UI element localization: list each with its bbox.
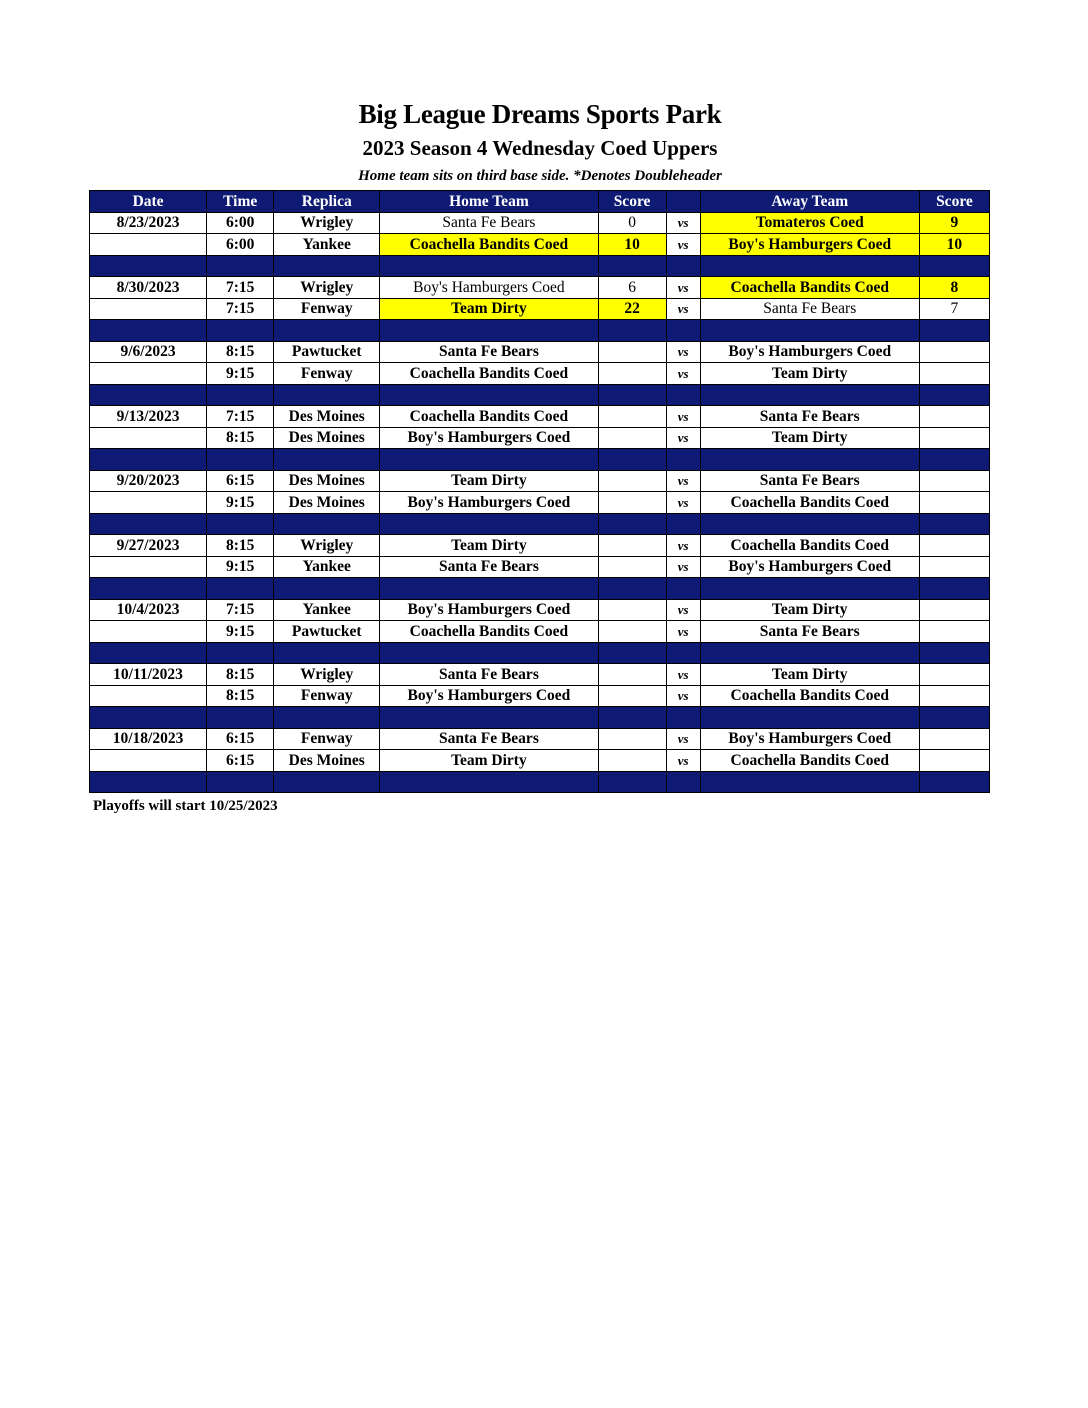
- replica-cell: Yankee: [274, 556, 380, 578]
- separator-cell: [598, 384, 666, 406]
- away-team-cell: Boy's Hamburgers Coed: [700, 234, 919, 256]
- vs-cell: vs: [666, 470, 700, 492]
- game-row: [90, 728, 990, 750]
- replica-cell: Fenway: [274, 363, 380, 385]
- vs-cell: vs: [666, 492, 700, 514]
- separator-cell: [207, 578, 274, 600]
- away-score-cell: [919, 470, 989, 492]
- header-home-score: Score: [598, 191, 666, 213]
- vs-cell: vs: [666, 685, 700, 707]
- date-cell: 10/11/2023: [90, 664, 207, 686]
- separator-cell: [90, 707, 207, 729]
- separator-cell: [666, 449, 700, 471]
- home-score-cell: [598, 621, 666, 643]
- replica-cell: Wrigley: [274, 212, 380, 234]
- time-cell: 6:15: [207, 750, 274, 772]
- separator-cell: [274, 384, 380, 406]
- away-team-cell: Team Dirty: [700, 599, 919, 621]
- home-score-cell: 22: [598, 298, 666, 320]
- page-title: Big League Dreams Sports Park: [358, 99, 722, 129]
- separator-cell: [700, 513, 919, 535]
- separator-cell: [274, 642, 380, 664]
- separator-cell: [207, 449, 274, 471]
- separator-cell: [207, 707, 274, 729]
- game-row: [90, 212, 990, 234]
- date-cell: 10/18/2023: [90, 728, 207, 750]
- separator-cell: [380, 384, 598, 406]
- away-team-cell: Team Dirty: [700, 427, 919, 449]
- time-cell: 8:15: [207, 535, 274, 557]
- game-row: [90, 234, 990, 256]
- away-score-cell: [919, 599, 989, 621]
- separator-cell: [700, 707, 919, 729]
- away-team-cell: Team Dirty: [700, 664, 919, 686]
- game-row: [90, 664, 990, 686]
- away-team-cell: Team Dirty: [700, 363, 919, 385]
- away-team-cell: Coachella Bandits Coed: [700, 535, 919, 557]
- game-row: [90, 685, 990, 707]
- away-score-cell: [919, 728, 989, 750]
- away-team-cell: Santa Fe Bears: [700, 298, 919, 320]
- away-team-cell: Boy's Hamburgers Coed: [700, 728, 919, 750]
- separator-cell: [274, 771, 380, 793]
- separator-cell: [700, 320, 919, 342]
- home-team-cell: Santa Fe Bears: [380, 556, 598, 578]
- home-team-cell: Boy's Hamburgers Coed: [380, 492, 598, 514]
- home-score-cell: [598, 363, 666, 385]
- separator-cell: [274, 707, 380, 729]
- game-row: [90, 556, 990, 578]
- vs-cell: vs: [666, 621, 700, 643]
- replica-cell: Pawtucket: [274, 621, 380, 643]
- separator-cell: [274, 513, 380, 535]
- home-team-cell: Coachella Bandits Coed: [380, 621, 598, 643]
- separator-row: [90, 642, 990, 664]
- page-subtitle: 2023 Season 4 Wednesday Coed Uppers: [362, 136, 718, 160]
- vs-cell: vs: [666, 728, 700, 750]
- separator-cell: [380, 255, 598, 277]
- vs-cell: vs: [666, 234, 700, 256]
- home-team-cell: Boy's Hamburgers Coed: [380, 599, 598, 621]
- game-row: [90, 406, 990, 428]
- schedule-body: [90, 212, 990, 793]
- home-team-cell: Santa Fe Bears: [380, 664, 598, 686]
- date-cell: [90, 685, 207, 707]
- replica-cell: Des Moines: [274, 406, 380, 428]
- time-cell: 6:15: [207, 728, 274, 750]
- date-cell: 9/13/2023: [90, 406, 207, 428]
- away-team-cell: Coachella Bandits Coed: [700, 492, 919, 514]
- home-score-cell: 10: [598, 234, 666, 256]
- home-team-cell: Coachella Bandits Coed: [380, 406, 598, 428]
- separator-cell: [666, 578, 700, 600]
- time-cell: 9:15: [207, 621, 274, 643]
- away-team-cell: Coachella Bandits Coed: [700, 685, 919, 707]
- home-score-cell: [598, 556, 666, 578]
- away-score-cell: 7: [919, 298, 989, 320]
- away-score-cell: 8: [919, 277, 989, 299]
- replica-cell: Fenway: [274, 298, 380, 320]
- time-cell: 8:15: [207, 685, 274, 707]
- separator-cell: [598, 642, 666, 664]
- time-cell: 8:15: [207, 664, 274, 686]
- home-team-cell: Coachella Bandits Coed: [380, 234, 598, 256]
- game-row: [90, 363, 990, 385]
- time-cell: 7:15: [207, 599, 274, 621]
- time-cell: 9:15: [207, 492, 274, 514]
- separator-cell: [380, 578, 598, 600]
- date-cell: 8/23/2023: [90, 212, 207, 234]
- game-row: [90, 427, 990, 449]
- separator-cell: [90, 384, 207, 406]
- home-team-cell: Santa Fe Bears: [380, 212, 598, 234]
- game-row: [90, 621, 990, 643]
- away-score-cell: [919, 492, 989, 514]
- away-score-cell: [919, 406, 989, 428]
- separator-cell: [90, 513, 207, 535]
- date-cell: [90, 298, 207, 320]
- separator-cell: [919, 642, 989, 664]
- time-cell: 6:00: [207, 234, 274, 256]
- header-away-team: Away Team: [700, 191, 919, 213]
- time-cell: 8:15: [207, 341, 274, 363]
- date-cell: [90, 750, 207, 772]
- header-date: Date: [90, 191, 207, 213]
- separator-cell: [90, 771, 207, 793]
- away-score-cell: [919, 556, 989, 578]
- home-team-cell: Santa Fe Bears: [380, 341, 598, 363]
- separator-cell: [666, 320, 700, 342]
- separator-cell: [274, 320, 380, 342]
- home-team-cell: Boy's Hamburgers Coed: [380, 685, 598, 707]
- home-score-cell: [598, 728, 666, 750]
- vs-cell: vs: [666, 664, 700, 686]
- separator-cell: [666, 642, 700, 664]
- separator-row: [90, 578, 990, 600]
- separator-cell: [380, 707, 598, 729]
- home-score-cell: [598, 492, 666, 514]
- vs-cell: vs: [666, 277, 700, 299]
- date-cell: [90, 556, 207, 578]
- separator-cell: [380, 320, 598, 342]
- separator-cell: [90, 255, 207, 277]
- separator-cell: [598, 771, 666, 793]
- home-score-cell: [598, 341, 666, 363]
- separator-cell: [700, 384, 919, 406]
- replica-cell: Des Moines: [274, 750, 380, 772]
- date-cell: [90, 363, 207, 385]
- away-score-cell: 10: [919, 234, 989, 256]
- away-score-cell: [919, 535, 989, 557]
- replica-cell: Wrigley: [274, 277, 380, 299]
- replica-cell: Pawtucket: [274, 341, 380, 363]
- date-cell: 8/30/2023: [90, 277, 207, 299]
- game-row: [90, 750, 990, 772]
- separator-cell: [598, 255, 666, 277]
- schedule-note: Home team sits on third base side. *Denotes Doubleheader: [358, 168, 722, 184]
- vs-cell: vs: [666, 599, 700, 621]
- away-score-cell: [919, 664, 989, 686]
- separator-cell: [598, 707, 666, 729]
- separator-cell: [380, 449, 598, 471]
- game-row: [90, 298, 990, 320]
- home-score-cell: 0: [598, 212, 666, 234]
- away-team-cell: Tomateros Coed: [700, 212, 919, 234]
- home-team-cell: Team Dirty: [380, 298, 598, 320]
- separator-cell: [700, 255, 919, 277]
- separator-cell: [919, 255, 989, 277]
- vs-cell: vs: [666, 406, 700, 428]
- separator-cell: [207, 513, 274, 535]
- date-cell: [90, 621, 207, 643]
- separator-cell: [666, 771, 700, 793]
- home-team-cell: Boy's Hamburgers Coed: [380, 427, 598, 449]
- away-team-cell: Boy's Hamburgers Coed: [700, 341, 919, 363]
- separator-cell: [919, 707, 989, 729]
- separator-row: [90, 513, 990, 535]
- home-team-cell: Team Dirty: [380, 750, 598, 772]
- date-cell: 9/27/2023: [90, 535, 207, 557]
- header-away-score: Score: [919, 191, 989, 213]
- separator-cell: [919, 513, 989, 535]
- header-row: [90, 191, 990, 213]
- away-team-cell: Coachella Bandits Coed: [700, 750, 919, 772]
- away-team-cell: Santa Fe Bears: [700, 470, 919, 492]
- away-score-cell: [919, 685, 989, 707]
- vs-cell: vs: [666, 212, 700, 234]
- separator-cell: [666, 707, 700, 729]
- away-team-cell: Boy's Hamburgers Coed: [700, 556, 919, 578]
- separator-row: [90, 255, 990, 277]
- replica-cell: Des Moines: [274, 427, 380, 449]
- home-team-cell: Team Dirty: [380, 470, 598, 492]
- replica-cell: Des Moines: [274, 470, 380, 492]
- time-cell: 7:15: [207, 277, 274, 299]
- separator-cell: [700, 449, 919, 471]
- away-team-cell: Coachella Bandits Coed: [700, 277, 919, 299]
- vs-cell: vs: [666, 750, 700, 772]
- game-row: [90, 492, 990, 514]
- vs-cell: vs: [666, 535, 700, 557]
- separator-cell: [919, 771, 989, 793]
- game-row: [90, 341, 990, 363]
- separator-cell: [90, 449, 207, 471]
- replica-cell: Des Moines: [274, 492, 380, 514]
- replica-cell: Yankee: [274, 234, 380, 256]
- separator-cell: [598, 320, 666, 342]
- replica-cell: Yankee: [274, 599, 380, 621]
- time-cell: 7:15: [207, 406, 274, 428]
- separator-cell: [90, 578, 207, 600]
- away-score-cell: [919, 427, 989, 449]
- separator-cell: [598, 578, 666, 600]
- separator-cell: [274, 578, 380, 600]
- separator-cell: [274, 255, 380, 277]
- separator-cell: [666, 384, 700, 406]
- separator-row: [90, 449, 990, 471]
- separator-cell: [274, 449, 380, 471]
- schedule-table: [89, 190, 990, 793]
- game-row: [90, 599, 990, 621]
- away-score-cell: [919, 750, 989, 772]
- vs-cell: vs: [666, 363, 700, 385]
- time-cell: 8:15: [207, 427, 274, 449]
- home-score-cell: [598, 427, 666, 449]
- header-replica: Replica: [274, 191, 380, 213]
- home-score-cell: [598, 406, 666, 428]
- separator-cell: [90, 320, 207, 342]
- game-row: [90, 470, 990, 492]
- header-time: Time: [207, 191, 274, 213]
- replica-cell: Fenway: [274, 728, 380, 750]
- separator-cell: [207, 642, 274, 664]
- home-score-cell: [598, 470, 666, 492]
- separator-cell: [919, 384, 989, 406]
- time-cell: 6:15: [207, 470, 274, 492]
- home-score-cell: [598, 599, 666, 621]
- vs-cell: vs: [666, 556, 700, 578]
- away-score-cell: 9: [919, 212, 989, 234]
- separator-row: [90, 707, 990, 729]
- separator-cell: [666, 255, 700, 277]
- vs-cell: vs: [666, 427, 700, 449]
- separator-row: [90, 320, 990, 342]
- home-team-cell: Boy's Hamburgers Coed: [380, 277, 598, 299]
- date-cell: 9/20/2023: [90, 470, 207, 492]
- home-team-cell: Santa Fe Bears: [380, 728, 598, 750]
- away-team-cell: Santa Fe Bears: [700, 621, 919, 643]
- separator-cell: [919, 449, 989, 471]
- separator-cell: [700, 771, 919, 793]
- home-score-cell: 6: [598, 277, 666, 299]
- away-team-cell: Santa Fe Bears: [700, 406, 919, 428]
- home-score-cell: [598, 664, 666, 686]
- game-row: [90, 277, 990, 299]
- separator-cell: [380, 642, 598, 664]
- separator-cell: [700, 642, 919, 664]
- home-team-cell: Coachella Bandits Coed: [380, 363, 598, 385]
- game-row: [90, 535, 990, 557]
- separator-row: [90, 384, 990, 406]
- home-score-cell: [598, 750, 666, 772]
- separator-cell: [598, 449, 666, 471]
- away-score-cell: [919, 621, 989, 643]
- time-cell: 7:15: [207, 298, 274, 320]
- separator-cell: [380, 771, 598, 793]
- home-score-cell: [598, 535, 666, 557]
- replica-cell: Fenway: [274, 685, 380, 707]
- vs-cell: vs: [666, 298, 700, 320]
- time-cell: 6:00: [207, 212, 274, 234]
- home-team-cell: Team Dirty: [380, 535, 598, 557]
- home-score-cell: [598, 685, 666, 707]
- replica-cell: Wrigley: [274, 664, 380, 686]
- header-home-team: Home Team: [380, 191, 598, 213]
- header-vs: [666, 191, 700, 213]
- time-cell: 9:15: [207, 363, 274, 385]
- date-cell: 10/4/2023: [90, 599, 207, 621]
- separator-cell: [919, 578, 989, 600]
- away-score-cell: [919, 363, 989, 385]
- date-cell: 9/6/2023: [90, 341, 207, 363]
- separator-cell: [90, 642, 207, 664]
- time-cell: 9:15: [207, 556, 274, 578]
- playoffs-note: Playoffs will start 10/25/2023: [93, 798, 278, 814]
- separator-cell: [919, 320, 989, 342]
- date-cell: [90, 492, 207, 514]
- separator-cell: [700, 578, 919, 600]
- separator-cell: [207, 320, 274, 342]
- vs-cell: vs: [666, 341, 700, 363]
- date-cell: [90, 427, 207, 449]
- replica-cell: Wrigley: [274, 535, 380, 557]
- separator-cell: [207, 255, 274, 277]
- separator-cell: [666, 513, 700, 535]
- away-score-cell: [919, 341, 989, 363]
- separator-cell: [380, 513, 598, 535]
- separator-cell: [207, 384, 274, 406]
- separator-cell: [598, 513, 666, 535]
- separator-cell: [207, 771, 274, 793]
- date-cell: [90, 234, 207, 256]
- separator-row: [90, 771, 990, 793]
